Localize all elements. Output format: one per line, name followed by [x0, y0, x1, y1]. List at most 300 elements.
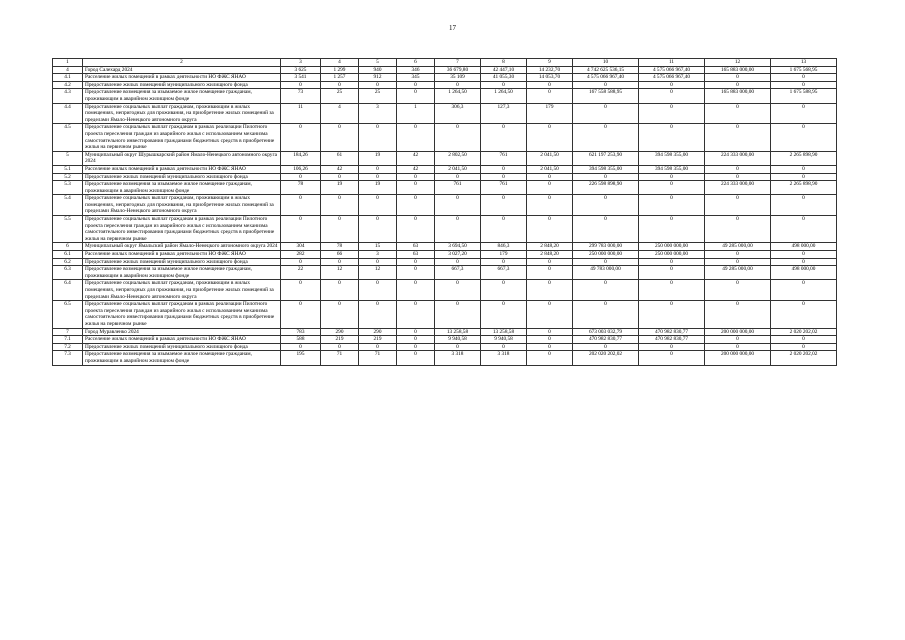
table-row [53, 81, 837, 89]
value-cell: 0 [527, 216, 573, 243]
value-cell: 0 [527, 258, 573, 266]
value-cell: 0 [527, 81, 573, 89]
value-cell: 4 [321, 103, 359, 124]
column-number-7: 7 [435, 59, 481, 67]
row-index-cell: 5 [53, 151, 83, 165]
column-number-1: 1 [53, 59, 83, 67]
value-cell: 3 625 [281, 66, 321, 74]
value-cell: 588 [281, 336, 321, 344]
value-cell: 470 982 830,77 [639, 336, 705, 344]
value-cell: 0 [321, 280, 359, 301]
value-cell: 0 [397, 216, 435, 243]
value-cell: 0 [771, 280, 837, 301]
row-description-cell: Предоставление социальных выплат гражданам в рамках реализации Пилотного проекта переселения граждан из аварийного жилья с использованием механизма самостоятельного инвестирования гражданами бюджетных средств в приобретение жилья на первичном рынке [83, 301, 281, 328]
row-description-cell: Предоставление жилых помещений муниципального жилищного фонда [83, 81, 281, 89]
row-description-cell: Предоставление возмещения за изымаемое жилое помещение гражданам, проживающим в аварийном жилищном фонде [83, 351, 281, 365]
value-cell: 0 [639, 343, 705, 351]
value-cell: 0 [397, 124, 435, 151]
table-row [53, 66, 837, 74]
value-cell: 304 [281, 243, 321, 251]
value-cell: 66 [321, 251, 359, 259]
value-cell: 0 [321, 301, 359, 328]
value-cell: 195 [281, 351, 321, 365]
value-cell: 0 [639, 351, 705, 365]
column-number-12: 12 [705, 59, 771, 67]
row-description-cell: Муниципальный округ Шурышкарский район Ямало-Ненецкого автономного округа 2024 [83, 151, 281, 165]
value-cell: 0 [397, 280, 435, 301]
value-cell: 202 020 202,02 [573, 351, 639, 365]
value-cell: 0 [281, 216, 321, 243]
value-cell: 0 [771, 81, 837, 89]
value-cell: 127,3 [481, 103, 527, 124]
table-row [53, 301, 837, 328]
value-cell: 4 575 066 967,40 [639, 74, 705, 82]
row-index-cell: 6 [53, 243, 83, 251]
table-row [53, 89, 837, 103]
value-cell: 1 264,50 [435, 89, 481, 103]
value-cell: 224 333 000,00 [705, 181, 771, 195]
value-cell: 49 285 000,00 [705, 243, 771, 251]
value-cell: 498 000,00 [771, 266, 837, 280]
value-cell: 667,3 [481, 266, 527, 280]
table-row [53, 251, 837, 259]
row-description-cell: Расселение жилых помещений в рамках деятельности НО ФЖС ЯНАО [83, 165, 281, 173]
value-cell: 35 109 [435, 74, 481, 82]
row-index-cell: 5.5 [53, 216, 83, 243]
value-cell: 2 265 898,90 [771, 181, 837, 195]
resettlement-table [52, 58, 837, 366]
value-cell: 394 598 355,00 [573, 165, 639, 173]
value-cell: 0 [281, 343, 321, 351]
value-cell: 219 [321, 336, 359, 344]
row-description-cell: Предоставление жилых помещений муниципального жилищного фонда [83, 258, 281, 266]
value-cell: 0 [771, 195, 837, 216]
row-index-cell: 5.2 [53, 173, 83, 181]
value-cell: 0 [527, 328, 573, 336]
value-cell: 0 [397, 195, 435, 216]
value-cell: 0 [527, 351, 573, 365]
value-cell: 61 [321, 151, 359, 165]
value-cell: 0 [705, 258, 771, 266]
value-cell: 290 [321, 328, 359, 336]
value-cell: 0 [527, 181, 573, 195]
value-cell: 0 [573, 301, 639, 328]
value-cell: 0 [573, 343, 639, 351]
value-cell: 0 [481, 81, 527, 89]
value-cell: 1 264,50 [481, 89, 527, 103]
row-index-cell: 5.4 [53, 195, 83, 216]
value-cell: 19 [359, 151, 397, 165]
value-cell: 761 [481, 181, 527, 195]
column-number-5: 5 [359, 59, 397, 67]
value-cell: 0 [435, 124, 481, 151]
value-cell: 2 848,20 [527, 251, 573, 259]
column-number-6: 6 [397, 59, 435, 67]
value-cell: 0 [771, 336, 837, 344]
value-cell: 0 [771, 103, 837, 124]
value-cell: 0 [359, 343, 397, 351]
table-header-row [53, 59, 837, 67]
value-cell: 63 [397, 251, 435, 259]
value-cell: 0 [481, 301, 527, 328]
value-cell: 42 [321, 165, 359, 173]
value-cell: 0 [481, 258, 527, 266]
row-description-cell: Предоставление социальных выплат гражданам, проживающим в жилых помещениях, непригодных для проживания, на приобретение жилых помещений за пределами Ямало-Ненецкого автономного округа [83, 195, 281, 216]
value-cell: 0 [397, 328, 435, 336]
value-cell: 0 [281, 81, 321, 89]
column-number-4: 4 [321, 59, 359, 67]
value-cell: 73 [281, 89, 321, 103]
row-description-cell: Муниципальный округ Ямальский район Ямало-Ненецкого автономного округа 2024 [83, 243, 281, 251]
value-cell: 0 [705, 195, 771, 216]
value-cell: 299 783 000,00 [573, 243, 639, 251]
row-description-cell: Город Муравленко 2024 [83, 328, 281, 336]
column-number-8: 8 [481, 59, 527, 67]
value-cell: 25 [359, 89, 397, 103]
table-row [53, 280, 837, 301]
value-cell: 49 783 000,00 [573, 266, 639, 280]
value-cell: 0 [639, 195, 705, 216]
value-cell: 184,26 [281, 151, 321, 165]
value-cell: 0 [481, 124, 527, 151]
value-cell: 179 [481, 251, 527, 259]
value-cell: 0 [359, 301, 397, 328]
row-description-cell: Город Салехард 2024 [83, 66, 281, 74]
table-row [53, 181, 837, 195]
table-row [53, 195, 837, 216]
value-cell: 0 [435, 301, 481, 328]
value-cell: 1 675 588,95 [771, 89, 837, 103]
value-cell: 0 [771, 124, 837, 151]
value-cell: 22 [281, 266, 321, 280]
value-cell: 78 [321, 243, 359, 251]
value-cell: 0 [359, 216, 397, 243]
value-cell: 783 [281, 328, 321, 336]
row-index-cell: 6.4 [53, 280, 83, 301]
value-cell: 0 [705, 216, 771, 243]
table-row [53, 74, 837, 82]
value-cell: 346 [397, 66, 435, 74]
value-cell: 15 [359, 243, 397, 251]
value-cell: 0 [573, 280, 639, 301]
row-description-cell: Предоставление социальных выплат гражданам в рамках реализации Пилотного проекта переселения граждан из аварийного жилья с использованием механизма самостоятельного инвестирования гражданами бюджетных средств в приобретение жилья на первичном рынке [83, 216, 281, 243]
row-description-cell: Предоставление социальных выплат гражданам, проживающим в жилых помещениях, непригодных для проживания, на приобретение жилых помещений за пределами Ямало-Ненецкого автономного округа [83, 280, 281, 301]
value-cell: 0 [573, 195, 639, 216]
value-cell: 49 285 000,00 [705, 266, 771, 280]
value-cell: 0 [705, 251, 771, 259]
value-cell: 9 940,58 [481, 336, 527, 344]
value-cell: 0 [281, 195, 321, 216]
value-cell: 345 [397, 74, 435, 82]
row-description-cell: Предоставление социальных выплат гражданам, проживающим в жилых помещениях, непригодных для проживания, на приобретение жилых помещений за пределами Ямало-Ненецкого автономного округа [83, 103, 281, 124]
value-cell: 0 [639, 81, 705, 89]
value-cell: 0 [771, 74, 837, 82]
value-cell: 2 848,20 [527, 243, 573, 251]
row-index-cell: 6.2 [53, 258, 83, 266]
value-cell: 4 575 066 967,40 [639, 66, 705, 74]
value-cell: 165 883 000,00 [705, 66, 771, 74]
value-cell: 0 [435, 195, 481, 216]
value-cell: 0 [359, 258, 397, 266]
value-cell: 3 318 [435, 351, 481, 365]
table-row [53, 336, 837, 344]
value-cell: 0 [321, 343, 359, 351]
value-cell: 9 940,58 [435, 336, 481, 344]
value-cell: 470 982 830,77 [639, 328, 705, 336]
value-cell: 42 [397, 165, 435, 173]
table-row [53, 343, 837, 351]
row-index-cell: 6.3 [53, 266, 83, 280]
value-cell: 0 [639, 89, 705, 103]
value-cell: 0 [397, 258, 435, 266]
value-cell: 0 [321, 124, 359, 151]
row-description-cell: Предоставление жилых помещений муниципального жилищного фонда [83, 343, 281, 351]
value-cell: 0 [639, 103, 705, 124]
value-cell: 13 258,58 [481, 328, 527, 336]
value-cell: 250 000 000,00 [639, 251, 705, 259]
value-cell: 0 [527, 124, 573, 151]
row-index-cell: 6.1 [53, 251, 83, 259]
value-cell: 19 [321, 181, 359, 195]
row-description-cell: Расселение жилых помещений в рамках деятельности НО ФЖС ЯНАО [83, 74, 281, 82]
value-cell: 36 679,80 [435, 66, 481, 74]
value-cell: 71 [359, 351, 397, 365]
value-cell: 667,3 [435, 266, 481, 280]
value-cell: 0 [573, 81, 639, 89]
value-cell: 3 541 [281, 74, 321, 82]
row-index-cell: 4.2 [53, 81, 83, 89]
value-cell: 41 055,30 [481, 74, 527, 82]
value-cell: 0 [397, 81, 435, 89]
value-cell: 19 [359, 181, 397, 195]
value-cell: 761 [435, 181, 481, 195]
value-cell: 0 [397, 173, 435, 181]
value-cell: 846,3 [481, 243, 527, 251]
value-cell: 0 [281, 280, 321, 301]
value-cell: 0 [705, 81, 771, 89]
table-row [53, 151, 837, 165]
value-cell: 0 [435, 343, 481, 351]
value-cell: 0 [397, 343, 435, 351]
value-cell: 78 [281, 181, 321, 195]
column-number-10: 10 [573, 59, 639, 67]
value-cell: 0 [771, 301, 837, 328]
value-cell: 0 [527, 195, 573, 216]
value-cell: 470 982 830,77 [573, 336, 639, 344]
row-index-cell: 7.3 [53, 351, 83, 365]
value-cell: 2 020 202,02 [771, 328, 837, 336]
value-cell: 1 257 [321, 74, 359, 82]
value-cell: 621 197 253,90 [573, 151, 639, 165]
value-cell: 0 [481, 173, 527, 181]
value-cell: 0 [771, 258, 837, 266]
value-cell: 71 [321, 351, 359, 365]
value-cell: 219 [359, 336, 397, 344]
value-cell: 4 575 066 967,40 [573, 74, 639, 82]
value-cell: 0 [481, 165, 527, 173]
value-cell: 498 000,00 [771, 243, 837, 251]
value-cell: 25 [321, 89, 359, 103]
row-index-cell: 4.5 [53, 124, 83, 151]
value-cell: 0 [481, 216, 527, 243]
value-cell: 3 694,50 [435, 243, 481, 251]
value-cell: 0 [527, 89, 573, 103]
value-cell: 14 053,70 [527, 74, 573, 82]
value-cell: 0 [771, 251, 837, 259]
value-cell: 106,26 [281, 165, 321, 173]
table-row [53, 266, 837, 280]
value-cell: 165 883 000,00 [705, 89, 771, 103]
table-row [53, 351, 837, 365]
value-cell: 0 [705, 173, 771, 181]
value-cell: 0 [639, 181, 705, 195]
value-cell: 0 [359, 81, 397, 89]
row-description-cell: Расселение жилых помещений в рамках деятельности НО ФЖС ЯНАО [83, 251, 281, 259]
column-number-11: 11 [639, 59, 705, 67]
value-cell: 0 [359, 165, 397, 173]
value-cell: 306,3 [435, 103, 481, 124]
value-cell: 0 [705, 336, 771, 344]
value-cell: 226 598 898,90 [573, 181, 639, 195]
value-cell: 0 [359, 124, 397, 151]
value-cell: 0 [435, 173, 481, 181]
value-cell: 167 558 588,95 [573, 89, 639, 103]
value-cell: 0 [435, 216, 481, 243]
value-cell: 0 [359, 195, 397, 216]
value-cell: 0 [435, 280, 481, 301]
row-index-cell: 5.3 [53, 181, 83, 195]
value-cell: 673 003 032,79 [573, 328, 639, 336]
value-cell: 0 [639, 280, 705, 301]
value-cell: 0 [527, 336, 573, 344]
value-cell: 2 265 898,90 [771, 151, 837, 165]
value-cell: 0 [281, 124, 321, 151]
value-cell: 394 598 355,00 [639, 165, 705, 173]
value-cell: 0 [359, 173, 397, 181]
value-cell: 0 [705, 301, 771, 328]
column-number-13: 13 [771, 59, 837, 67]
row-description-cell: Предоставление социальных выплат гражданам в рамках реализации Пилотного проекта переселения граждан из аварийного жилья с использованием механизма самостоятельного инвестирования гражданами бюджетных средств в приобретение жилья на первичном рынке [83, 124, 281, 151]
value-cell: 250 000 000,00 [639, 243, 705, 251]
value-cell: 0 [481, 195, 527, 216]
value-cell: 0 [281, 301, 321, 328]
value-cell: 0 [573, 258, 639, 266]
column-number-2: 2 [83, 59, 281, 67]
row-index-cell: 7.2 [53, 343, 83, 351]
value-cell: 0 [639, 258, 705, 266]
row-index-cell: 4.3 [53, 89, 83, 103]
value-cell: 0 [281, 173, 321, 181]
value-cell: 42 [397, 151, 435, 165]
value-cell: 2 802,50 [435, 151, 481, 165]
value-cell: 1 [397, 103, 435, 124]
value-cell: 394 598 355,00 [639, 151, 705, 165]
row-index-cell: 7 [53, 328, 83, 336]
value-cell: 0 [527, 173, 573, 181]
value-cell: 0 [639, 173, 705, 181]
value-cell: 282 [281, 251, 321, 259]
row-index-cell: 5.1 [53, 165, 83, 173]
column-number-9: 9 [527, 59, 573, 67]
value-cell: 0 [321, 195, 359, 216]
value-cell: 0 [435, 258, 481, 266]
value-cell: 0 [639, 266, 705, 280]
table-row [53, 243, 837, 251]
value-cell: 0 [573, 124, 639, 151]
table-row [53, 165, 837, 173]
table-row [53, 124, 837, 151]
value-cell: 250 000 000,00 [573, 251, 639, 259]
value-cell: 0 [639, 216, 705, 243]
value-cell: 200 000 000,00 [705, 351, 771, 365]
value-cell: 0 [321, 258, 359, 266]
value-cell: 0 [639, 124, 705, 151]
table-row [53, 216, 837, 243]
value-cell: 290 [359, 328, 397, 336]
value-cell: 12 [359, 266, 397, 280]
value-cell: 0 [705, 124, 771, 151]
row-description-cell: Предоставление возмещения за изымаемое жилое помещение гражданам, проживающим в аварийном жилищном фонде [83, 181, 281, 195]
page-number: 17 [449, 24, 456, 32]
value-cell: 3 027,20 [435, 251, 481, 259]
value-cell: 0 [321, 81, 359, 89]
value-cell: 42 447,10 [481, 66, 527, 74]
value-cell: 0 [481, 280, 527, 301]
value-cell: 2 041,50 [435, 165, 481, 173]
value-cell: 0 [435, 81, 481, 89]
table-row [53, 328, 837, 336]
value-cell: 4 742 625 536,15 [573, 66, 639, 74]
value-cell: 0 [705, 103, 771, 124]
value-cell: 761 [481, 151, 527, 165]
row-index-cell: 4.1 [53, 74, 83, 82]
value-cell: 0 [397, 351, 435, 365]
column-number-3: 3 [281, 59, 321, 67]
value-cell: 63 [397, 243, 435, 251]
row-description-cell: Предоставление возмещения за изымаемое жилое помещение гражданам, проживающим в аварийном жилищном фонде [83, 266, 281, 280]
value-cell: 2 041,50 [527, 151, 573, 165]
value-cell: 0 [527, 266, 573, 280]
value-cell: 14 232,70 [527, 66, 573, 74]
value-cell: 0 [573, 173, 639, 181]
value-cell: 0 [705, 74, 771, 82]
value-cell: 11 [281, 103, 321, 124]
value-cell: 12 [321, 266, 359, 280]
value-cell: 0 [705, 280, 771, 301]
value-cell: 13 258,58 [435, 328, 481, 336]
value-cell: 0 [573, 103, 639, 124]
row-index-cell: 7.1 [53, 336, 83, 344]
table-row [53, 258, 837, 266]
value-cell: 1 299 [321, 66, 359, 74]
value-cell: 0 [573, 216, 639, 243]
value-cell: 179 [527, 103, 573, 124]
value-cell: 2 020 202,02 [771, 351, 837, 365]
value-cell: 0 [397, 181, 435, 195]
value-cell: 0 [397, 301, 435, 328]
value-cell: 0 [705, 165, 771, 173]
value-cell: 3 [359, 103, 397, 124]
value-cell: 0 [359, 280, 397, 301]
row-description-cell: Расселение жилых помещений в рамках деятельности НО ФЖС ЯНАО [83, 336, 281, 344]
value-cell: 0 [321, 173, 359, 181]
value-cell: 0 [771, 165, 837, 173]
value-cell: 3 [359, 251, 397, 259]
value-cell: 224 333 000,00 [705, 151, 771, 165]
value-cell: 0 [771, 173, 837, 181]
value-cell: 0 [527, 343, 573, 351]
row-description-cell: Предоставление жилых помещений муниципального жилищного фонда [83, 173, 281, 181]
